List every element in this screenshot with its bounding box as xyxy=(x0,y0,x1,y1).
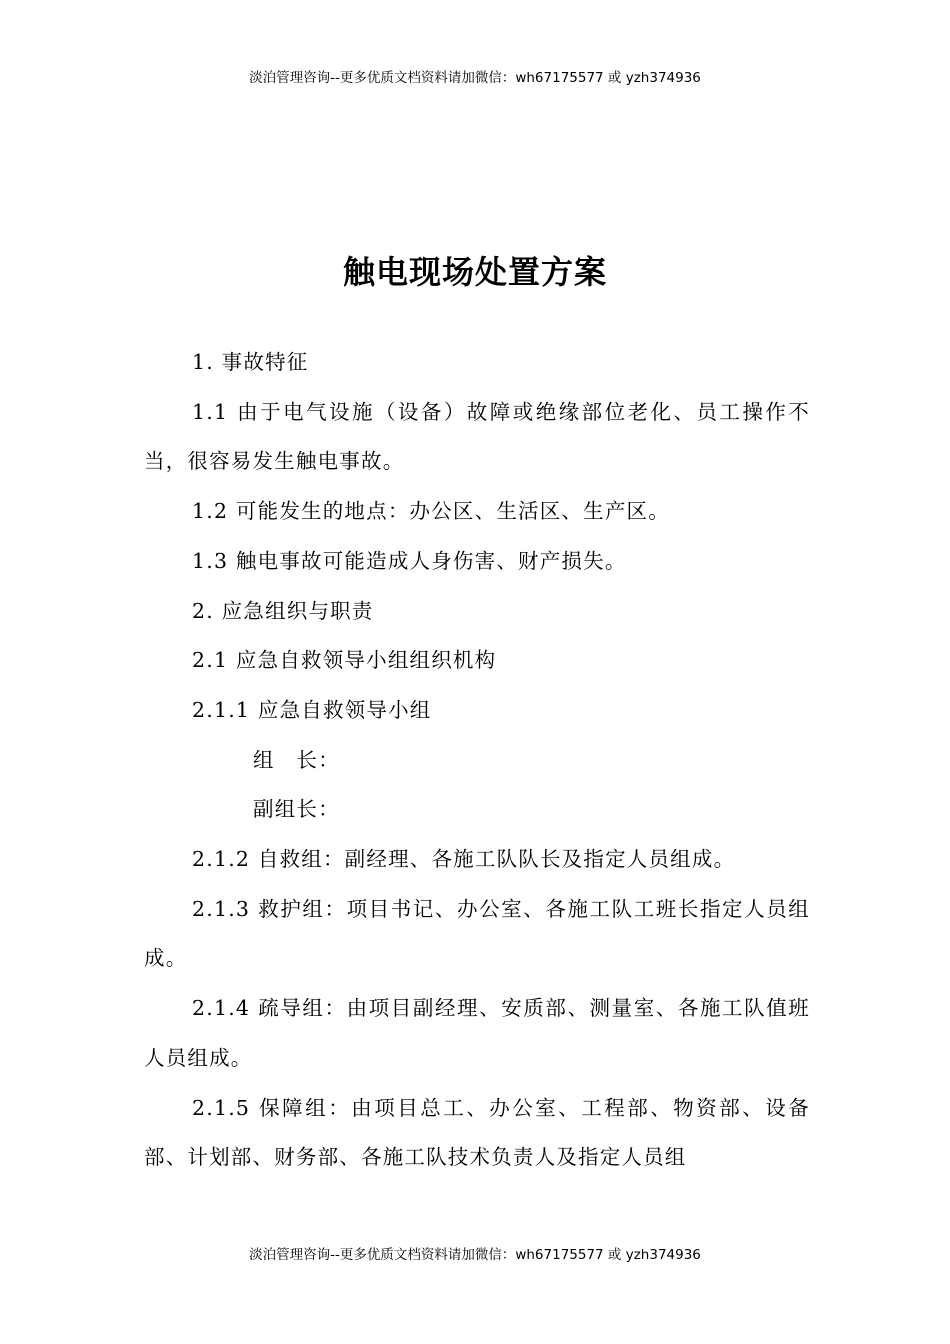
paragraph-2-1-5: 2.1.5 保障组：由项目总工、办公室、工程部、物资部、设备部、计划部、财务部、各施工队技术负责人及指定人员组 xyxy=(144,1095,810,1170)
paragraph-2-1: 2.1 应急自救领导小组组织机构 xyxy=(192,648,497,673)
section-heading-2: 2. 应急组织与职责 xyxy=(192,598,374,623)
page-header: 淡泊管理咨询--更多优质文档资料请加微信：wh67175577 或 yzh374936 xyxy=(249,70,701,86)
section-heading-1: 1. 事故特征 xyxy=(192,350,309,374)
page-footer: 淡泊管理咨询--更多优质文档资料请加微信：wh67175577 或 yzh374936 xyxy=(249,1247,701,1263)
document-title: 触电现场处置方案 xyxy=(342,253,607,292)
document-body xyxy=(144,338,810,1183)
deputy-leader-line: 副组长： xyxy=(253,797,340,822)
paragraph-2-1-3: 2.1.3 救护组：项目书记、办公室、各施工队工班长指定人员组成。 xyxy=(144,896,810,971)
paragraph-1-3: 1.3 触电事故可能造成人身伤害、财产损失。 xyxy=(192,548,627,573)
paragraph-1-1: 1.1 由于电气设施（设备）故障或绝缘部位老化、员工操作不当，很容易发生触电事故。 xyxy=(144,399,810,474)
group-leader-line: 组 长： xyxy=(253,747,340,772)
paragraph-2-1-1: 2.1.1 应急自救领导小组 xyxy=(192,697,432,722)
paragraph-2-1-2: 2.1.2 自救组：副经理、各施工队队长及指定人员组成。 xyxy=(192,847,736,872)
paragraph-1-2: 1.2 可能发生的地点：办公区、生活区、生产区。 xyxy=(192,499,670,524)
paragraph-2-1-4: 2.1.4 疏导组：由项目副经理、安质部、测量室、各施工队值班人员组成。 xyxy=(144,996,810,1070)
